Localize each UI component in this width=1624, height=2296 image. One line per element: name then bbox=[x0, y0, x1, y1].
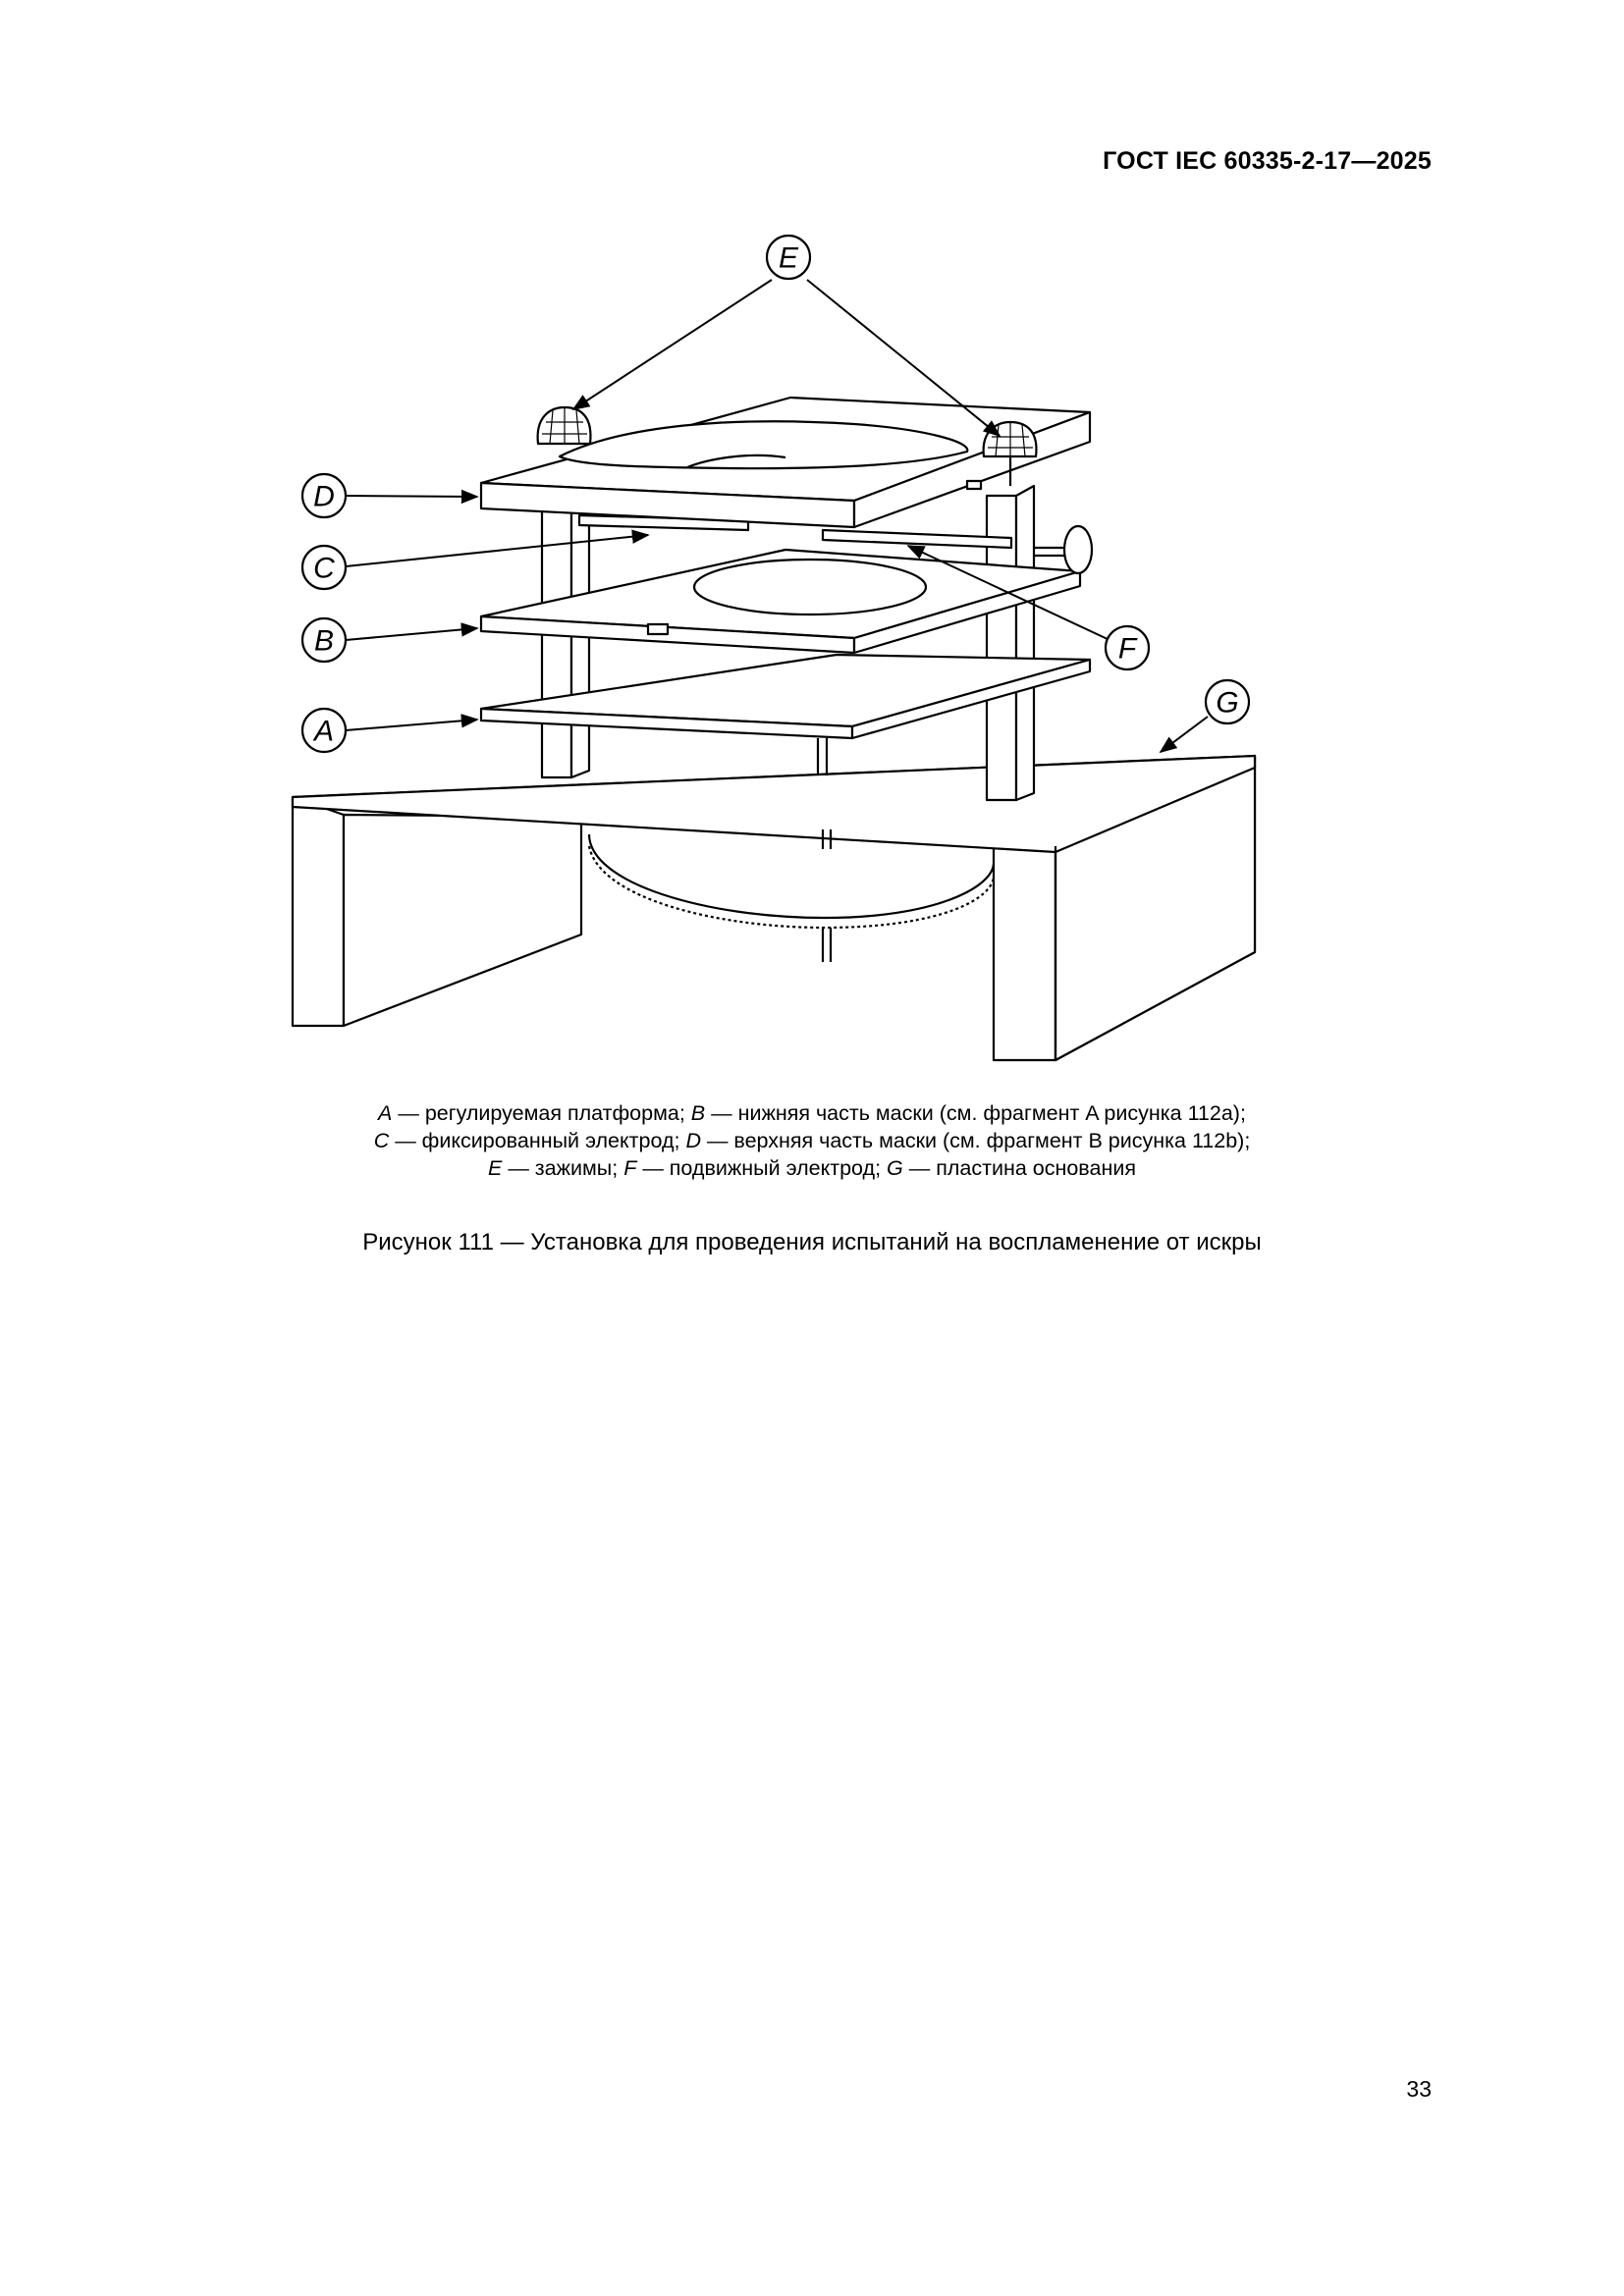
callout-a-label: A bbox=[313, 715, 335, 748]
callout-d-label: D bbox=[313, 480, 335, 513]
legend-key-e: E bbox=[488, 1156, 503, 1180]
legend-text-d: — верхняя часть маски (см. фрагмент B рисунка 112b); bbox=[700, 1129, 1251, 1152]
figure-legend bbox=[0, 1099, 1624, 1182]
base-plate bbox=[293, 756, 1255, 1060]
legend-text-e: — зажимы; bbox=[502, 1156, 624, 1180]
spark-ignition-test-apparatus-figure bbox=[0, 0, 1624, 1080]
legend-line-1 bbox=[0, 1099, 1624, 1127]
legend-key-c: C bbox=[373, 1129, 390, 1152]
clamp-left bbox=[538, 407, 591, 444]
page-number: 33 bbox=[1406, 2076, 1432, 2102]
callout-f-label: F bbox=[1117, 632, 1137, 666]
turntable-disc bbox=[589, 829, 994, 962]
legend-line-3 bbox=[0, 1154, 1624, 1182]
document-code: ГОСТ IEC 60335-2-17—2025 bbox=[1103, 147, 1432, 175]
legend-key-a: A bbox=[378, 1101, 393, 1125]
figure-caption: Рисунок 111 — Установка для проведения испытаний на воспламенение от искры bbox=[362, 1229, 1262, 1255]
callout-b-label: B bbox=[313, 624, 335, 658]
legend-key-b: B bbox=[690, 1101, 706, 1125]
legend-text-f: — подвижный электрод; bbox=[636, 1156, 888, 1180]
legend-text-g: — пластина основания bbox=[902, 1156, 1136, 1180]
legend-key-f: F bbox=[623, 1156, 637, 1180]
callout-c-label: C bbox=[313, 552, 335, 585]
callout-g-label: G bbox=[1216, 686, 1239, 720]
legend-text-a: — регулируемая платформа; bbox=[392, 1101, 691, 1125]
legend-key-d: D bbox=[685, 1129, 701, 1152]
right-pillar bbox=[987, 486, 1034, 800]
legend-text-c: — фиксированный электрод; bbox=[389, 1129, 686, 1152]
callout-e-label: E bbox=[778, 241, 799, 275]
legend-line-2 bbox=[0, 1127, 1624, 1154]
legend-text-b: — нижняя часть маски (см. фрагмент A рисунка 112a); bbox=[705, 1101, 1246, 1125]
legend-key-g: G bbox=[887, 1156, 903, 1180]
